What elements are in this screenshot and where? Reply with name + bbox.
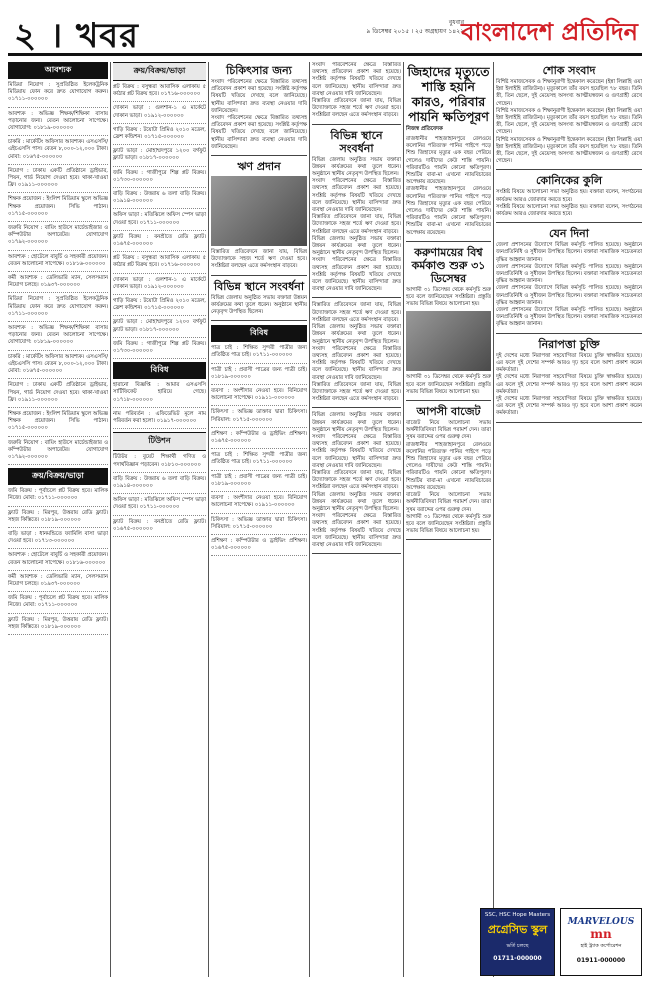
story-block (496, 174, 642, 223)
story-body: বিস্তারিত প্রতিবেদনে জানা যায়, বিভিন্ন উদ্যোক্তাকে সহজ শর্তে ঋণ দেওয়া হবে। সংশ্লিষ্টরা বলছেন এতে কর্মসংস্থান বাড়বে। (312, 214, 401, 235)
story-title: করুণাময়ের বিশ্ব কর্মকাণ্ড শুরু ৩১ ডিসেম্বর (411, 245, 486, 285)
classified-ad: পাত্র চাই : শিক্ষিত সুন্দরী পাত্রীর জন্য প্রতিষ্ঠিত পাত্র চাই। ০১৭১১-০০০০০০ (211, 452, 307, 470)
story-block (496, 64, 642, 170)
column-rule (493, 62, 494, 977)
section-header: ক্রয়/বিক্রয়/ভাড়া (8, 468, 108, 485)
story-body: বিভিন্ন জেলায় অনুষ্ঠিত সভায় বক্তারা উন্নয়ন কার্যক্রমের কথা তুলে ধরেন। অনুষ্ঠানে স্থানীয় নেতৃবৃন্দ উপস্থিত ছিলেন। (312, 491, 401, 512)
story-body: রাজধানীর শাহজাহানপুরে রেলওয়ে কলোনির পরিত্যক্ত পানির পাইপে পড়ে শিশু জিহাদের মৃত্যুর এক বছর পেরিয়ে গেলেও দায়ীদের কেউ শাস্তি পায়নি। পরিবারটিও পায়নি কোনো ক্ষতিপূরণ। শিশুটির বাবা-মা এখনো ন্যায়বিচারের অপেক্ষায় রয়েছেন। (406, 441, 491, 491)
story-block (312, 412, 401, 554)
story-block (211, 160, 307, 276)
classified-ad: পাত্রী চাই : প্রবাসী পাত্রের জন্য পাত্রী চাই। ০১৮১৯-০০০০০০ (211, 367, 307, 385)
story-title: ঋণ প্রদান (237, 160, 281, 174)
story-title: নিরাপত্তা চুক্তি (538, 337, 600, 351)
page-number: ২ । খবর (14, 16, 139, 56)
classified-ad: প্লট বিক্রয় : বসুন্ধরা আবাসিক এলাকায় ৫ কাঠার প্লট বিক্রয় হবে। ০১৭১৬-০০০০০০ (113, 84, 206, 102)
story-body: সংবাদ পরিবেশনের ক্ষেত্রে বিস্তারিত তথ্যসহ প্রতিবেদন প্রকাশ করা হয়েছে। সংশ্লিষ্ট কর্তৃপক্ষ বিষয়টি খতিয়ে দেখছে বলে জানিয়েছে। স্থানীয় বাসিন্দারা দ্রুত ব্যবস্থা নেওয়ার দাবি জানিয়েছেন। (312, 178, 401, 214)
story-body: জেলা প্রশাসনের উদ্যোগে বিভিন্ন কর্মসূচি পালিত হয়েছে। অনুষ্ঠানে জনপ্রতিনিধি ও সুধীজন উপস্থিত ছিলেন। বক্তারা সামাজিক সচেতনতা বৃদ্ধির আহ্বান জানান। (496, 285, 642, 306)
story-body: আগামী ৩১ ডিসেম্বর থেকে কর্মসূচি শুরু হবে বলে জানিয়েছেন সংশ্লিষ্টরা। প্রস্তুতি সভায় বিভিন্ন বিষয়ে আলোচনা হয়। (406, 513, 491, 535)
story-body: সংবাদ পরিবেশনের ক্ষেত্রে বিস্তারিত তথ্যসহ প্রতিবেদন প্রকাশ করা হয়েছে। সংশ্লিষ্ট কর্তৃপক্ষ বিষয়টি খতিয়ে দেখছে বলে জানিয়েছে। স্থানীয় বাসিন্দারা দ্রুত ব্যবস্থা নেওয়ার দাবি জানিয়েছেন। (312, 345, 401, 381)
story-body: বাজেট নিয়ে আলোচনা সভায় অর্থনীতিবিদরা বিভিন্ন পরামর্শ দেন। তারা সুষম বরাদ্দের ওপর গুরুত্ব দেন। (406, 492, 491, 513)
story-byline: নিজস্ব প্রতিবেদক (406, 126, 443, 132)
story-body: দুই দেশের মধ্যে নিরাপত্তা সহযোগিতা বিষয়ে চুক্তি স্বাক্ষরিত হয়েছে। এর ফলে দুই দেশের সম্পর্ক আরও দৃঢ় হবে বলে আশা প্রকাশ করেন কর্মকর্তারা। (496, 374, 642, 395)
ad-company: হাই ট্র্যাক কর্পোরেশন (580, 943, 622, 949)
story-body: বিভিন্ন জেলায় অনুষ্ঠিত সভায় বক্তারা উন্নয়ন কার্যক্রমের কথা তুলে ধরেন। অনুষ্ঠানে স্থানীয় নেতৃবৃন্দ উপস্থিত ছিলেন। (312, 412, 401, 433)
story-block (312, 62, 401, 125)
story-body: সংবাদ পরিবেশনের ক্ষেত্রে বিস্তারিত তথ্যসহ প্রতিবেদন প্রকাশ করা হয়েছে। সংশ্লিষ্ট কর্তৃপক্ষ বিষয়টি খতিয়ে দেখছে বলে জানিয়েছে। স্থানীয় বাসিন্দারা দ্রুত ব্যবস্থা নেওয়ার দাবি জানিয়েছেন। (211, 115, 307, 150)
classified-column-2 (113, 62, 206, 977)
story-body: আগামী ৩১ ডিসেম্বর থেকে কর্মসূচি শুরু হবে বলে জানিয়েছেন সংশ্লিষ্টরা। প্রস্তুতি সভায় বিভিন্ন বিষয়ে আলোচনা হয়। (406, 374, 491, 395)
story-block (211, 280, 307, 322)
classified-ad: মিডিয়া নিয়োগ : সুপ্রতিষ্ঠিত ইলেকট্রনিক মিডিয়ায় ফোন করে দ্রুত যোগাযোগ করুন। ০১৭১১-০০০০০০ (8, 82, 108, 108)
story-body: সংবাদ পরিবেশনের ক্ষেত্রে বিস্তারিত তথ্যসহ প্রতিবেদন প্রকাশ করা হয়েছে। সংশ্লিষ্ট কর্তৃপক্ষ বিষয়টি খতিয়ে দেখছে বলে জানিয়েছে। স্থানীয় বাসিন্দারা দ্রুত ব্যবস্থা নেওয়ার দাবি জানিয়েছেন। (312, 513, 401, 548)
story-body: বিস্তারিত প্রতিবেদনে জানা যায়, বিভিন্ন উদ্যোক্তাকে সহজ শর্তে ঋণ দেওয়া হবে। সংশ্লিষ্টরা বলছেন এতে কর্মসংস্থান বাড়বে। (312, 381, 401, 403)
classified-column-1 (8, 62, 108, 977)
classified-ad: ফ্ল্যাট বিক্রয় : বনশ্রীতে রেডি ফ্ল্যাট। ০১৬৭৫-০০০০০০ (113, 519, 206, 537)
story-body: বিশিষ্ট সমাজসেবক ও শিক্ষানুরাগী ইন্তেকাল করেছেন (ইন্না লিল্লাহি ওয়া ইন্না ইলাইহি রাজিউন)। মৃত্যুকালে তাঁর বয়স হয়েছিল ৭৮ বছর। তিনি স্ত্রী, তিন ছেলে, দুই মেয়েসহ অসংখ্য আত্মীয়স্বজন ও গুণগ্রাহী রেখে গেছেন। (496, 79, 642, 107)
marvelous-advertisement (560, 908, 642, 976)
news-photo (211, 176, 307, 246)
story-body: সংশ্লিষ্ট বিষয়ে আলোচনা সভা অনুষ্ঠিত হয়। বক্তারা বলেন, সংগঠনের কার্যক্রম আরও জোরদার করতে হবে। (496, 203, 642, 218)
classified-ad: প্লট বিক্রয় : বসুন্ধরা আবাসিক এলাকায় ৫ কাঠার প্লট বিক্রয় হবে। ০১৭১৬-০০০০০০ (113, 255, 206, 273)
story-body: রাজধানীর শাহজাহানপুরে রেলওয়ে কলোনির পরিত্যক্ত পানির পাইপে পড়ে শিশু জিহাদের মৃত্যুর এক বছর পেরিয়ে গেলেও দায়ীদের কেউ শাস্তি পায়নি। পরিবারটিও পায়নি কোনো ক্ষতিপূরণ। শিশুটির বাবা-মা এখনো ন্যায়বিচারের অপেক্ষায় রয়েছেন। (406, 136, 491, 186)
story-block (496, 227, 642, 333)
classified-column-3 (211, 62, 307, 977)
story-body: দুই দেশের মধ্যে নিরাপত্তা সহযোগিতা বিষয়ে চুক্তি স্বাক্ষরিত হয়েছে। এর ফলে দুই দেশের সম্পর্ক আরও দৃঢ় হবে বলে আশা প্রকাশ করেন কর্মকর্তারা। (496, 395, 642, 417)
classified-ad: অফিস ভাড়া : মতিঝিলে অফিস স্পেস ভাড়া দেওয়া হবে। ০১৭১১-০০০০০০ (113, 212, 206, 230)
story-body: রাজধানীর শাহজাহানপুরে রেলওয়ে কলোনির পরিত্যক্ত পানির পাইপে পড়ে শিশু জিহাদের মৃত্যুর এক বছর পেরিয়ে গেলেও দায়ীদের কেউ শাস্তি পায়নি। পরিবারটিও পায়নি কোনো ক্ষতিপূরণ। শিশুটির বাবা-মা এখনো ন্যায়বিচারের অপেক্ষায় রয়েছেন। (406, 186, 491, 236)
issue-day: বুধবার (448, 19, 464, 26)
story-body: জেলা প্রশাসনের উদ্যোগে বিভিন্ন কর্মসূচি পালিত হয়েছে। অনুষ্ঠানে জনপ্রতিনিধি ও সুধীজন উপস্থিত ছিলেন। বক্তারা সামাজিক সচেতনতা বৃদ্ধির আহ্বান জানান। (496, 263, 642, 285)
classified-ad: বাড়ি বিক্রয় : উত্তরায় ৬ তলা বাড়ি বিক্রয়। ০১৯১৪-০০০০০০ (113, 191, 206, 209)
classified-ad: আবশ্যক : অভিজ্ঞ শিক্ষক/শিক্ষিকা বাসায় পড়ানোর জন্য। বেতন আলোচনা সাপেক্ষে। যোগাযোগ: ০১৮১৯-০০০০০০ (8, 111, 108, 137)
story-body: সংবাদ পরিবেশনের ক্ষেত্রে বিস্তারিত তথ্যসহ প্রতিবেদন প্রকাশ করা হয়েছে। সংশ্লিষ্ট কর্তৃপক্ষ বিষয়টি খতিয়ে দেখছে বলে জানিয়েছে। স্থানীয় বাসিন্দারা দ্রুত ব্যবস্থা নেওয়ার দাবি জানিয়েছেন। (312, 257, 401, 293)
story-body: জেলা প্রশাসনের উদ্যোগে বিভিন্ন কর্মসূচি পালিত হয়েছে। অনুষ্ঠানে জনপ্রতিনিধি ও সুধীজন উপস্থিত ছিলেন। বক্তারা সামাজিক সচেতনতা বৃদ্ধির আহ্বান জানান। (496, 242, 642, 263)
issue-date (324, 18, 464, 36)
classified-ad: আবশ্যক : হোটেলে বাবুর্চি ও সহকারী প্রয়োজন। বেতন আলোচনা সাপেক্ষে। ০১৮১৬-০০০০০০ (8, 552, 108, 570)
classified-ad: জমি বিক্রয় : গাজীপুরে শিল্প প্লট বিক্রয়। ০১৭৩০-০০০০০০ (113, 341, 206, 359)
story-body: বিস্তারিত প্রতিবেদনে জানা যায়, বিভিন্ন উদ্যোক্তাকে সহজ শর্তে ঋণ দেওয়া হবে। সংশ্লিষ্টরা বলছেন এতে কর্মসংস্থান বাড়বে। (312, 302, 401, 323)
classified-ad: চাকরি : মার্কেটিং অফিসার আবশ্যক। এসএসসি/এইচএসসি পাস। বেতন ৮,০০০-১২,০০০ টাকা। মোবা: ০১৬৭৫-০০০০০০ (8, 354, 108, 380)
story-title: বিভিন্ন স্থানে সংবর্ধনা (213, 279, 305, 293)
section-header: বিবিধ (211, 325, 307, 342)
column-rule (309, 62, 310, 977)
news-column-6 (496, 62, 642, 902)
classified-ad: চিকিৎসা : অভিজ্ঞ ডাক্তার দ্বারা চিকিৎসা। সিরিয়াল: ০১৭১৫-০০০০০০ (211, 517, 307, 535)
classified-ad: ব্যবসা : অংশীদার নেওয়া হবে। বিনিয়োগ আলোচনা সাপেক্ষে। ০১৯১১-০০০০০০ (211, 495, 307, 513)
classified-ad: নিয়োগ : ঢাকায় একটি প্রতিষ্ঠানে ড্রাইভার, পিয়ন, গার্ড নিয়োগ দেওয়া হবে। থাকা-খাওয়া ফ্রি। ০১৯১১-০০০০০০ (8, 168, 108, 194)
column-rule (208, 62, 209, 977)
classified-ad: কর্মী আবশ্যক : ডেলিভারি ম্যান, সেলসম্যান নিয়োগ চলছে। ০১৯৩৭-০০০০০০ (8, 275, 108, 293)
classified-ad: টিউটর : বুয়েট শিক্ষার্থী গণিত ও পদার্থবিজ্ঞান পড়াবেন। ০১৮১০-০০০০০০ (113, 454, 206, 472)
classified-ad: প্রশিক্ষণ : কম্পিউটার ও ড্রাইভিং প্রশিক্ষণ। ০১৬৭৫-০০০০০০ (211, 538, 307, 556)
classified-ad: ব্যবসা : অংশীদার নেওয়া হবে। বিনিয়োগ আলোচনা সাপেক্ষে। ০১৯১১-০০০০০০ (211, 388, 307, 406)
classified-ad: মিডিয়া নিয়োগ : সুপ্রতিষ্ঠিত ইলেকট্রনিক মিডিয়ায় ফোন করে দ্রুত যোগাযোগ করুন। ০১৭১১-০০০০০০ (8, 296, 108, 322)
classified-ad: জরুরি নিয়োগ : বায়িং হাউসে মার্চেন্ডাইজার ও কম্পিউটার অপারেটর। যোগাযোগ ০১৭৯২-০০০০০০ (8, 440, 108, 466)
classified-ad: পাত্র চাই : শিক্ষিত সুন্দরী পাত্রীর জন্য প্রতিষ্ঠিত পাত্র চাই। ০১৭১১-০০০০০০ (211, 345, 307, 363)
classified-ad: গাড়ি বিক্রয় : টয়োটা প্রিমিও ২০১০ মডেল, ফ্রেশ কন্ডিশন। ০১৭১৫-০০০০০০ (113, 298, 206, 316)
classified-ad: ফ্ল্যাট বিক্রয় : মিরপুর, উত্তরায় রেডি ফ্ল্যাট। সহজ কিস্তিতে। ০১৮১৯-০০০০০০ (8, 510, 108, 528)
classified-ad: ফ্ল্যাট বিক্রয় : বনশ্রীতে রেডি ফ্ল্যাট। ০১৬৭৫-০০০০০০ (113, 234, 206, 252)
issue-date-text: ৯ ডিসেম্বর ২০১৫ । ২৫ অগ্রহায়ণ ১৪২২ (366, 28, 464, 35)
story-block (406, 64, 491, 242)
classified-ad: জমি বিক্রয় : গাজীপুরে শিল্প প্লট বিক্রয়। ০১৭৩০-০০০০০০ (113, 170, 206, 188)
story-block (312, 302, 401, 408)
ad-brand: MARVELOUS (567, 917, 635, 927)
story-body: জেলা প্রশাসনের উদ্যোগে বিভিন্ন কর্মসূচি পালিত হয়েছে। অনুষ্ঠানে জনপ্রতিনিধি ও সুধীজন উপস্থিত ছিলেন। বক্তারা সামাজিক সচেতনতা বৃদ্ধির আহ্বান জানান। (496, 307, 642, 328)
story-body: বাজেট নিয়ে আলোচনা সভায় অর্থনীতিবিদরা বিভিন্ন পরামর্শ দেন। তারা সুষম বরাদ্দের ওপর গুরুত্ব দেন। (406, 420, 491, 441)
ad-tagline: SSC, HSC Hope Masters (484, 912, 551, 918)
classified-ad: ফ্ল্যাট ভাড়া : মোহাম্মদপুরে ১২০০ বর্গফুট ফ্ল্যাট ভাড়া। ০১৮১৭-০০০০০০ (113, 148, 206, 166)
classified-ad: ফ্ল্যাট বিক্রয় : মিরপুর, উত্তরায় রেডি ফ্ল্যাট। সহজ কিস্তিতে। ০১৮১৯-০০০০০০ (8, 617, 108, 635)
classified-ad: নিয়োগ : ঢাকায় একটি প্রতিষ্ঠানে ড্রাইভার, পিয়ন, গার্ড নিয়োগ দেওয়া হবে। থাকা-খাওয়া ফ্রি। ০১৯১১-০০০০০০ (8, 382, 108, 408)
classified-ad: গাড়ি বিক্রয় : টয়োটা প্রিমিও ২০১০ মডেল, ফ্রেশ কন্ডিশন। ০১৭১৫-০০০০০০ (113, 127, 206, 145)
story-title: যেন দিনা (549, 227, 589, 241)
classified-ad: দোকান ভাড়া : গুলশান-১ এ মার্কেটে দোকান ভাড়া। ০১৯১২-০০০০০০ (113, 105, 206, 123)
classified-ad: জমি বিক্রয় : পূর্বাচলে প্লট বিক্রয় হবে। মালিক নিজে। মোবা: ০১৭১১-০০০০০০ (8, 595, 108, 613)
story-title: চিকিৎসার জন্য (226, 64, 292, 77)
column-rule (110, 62, 111, 977)
news-column-5 (406, 62, 491, 977)
story-title: কোনিকের কুলি (535, 174, 603, 188)
story-body: বিভিন্ন জেলায় অনুষ্ঠিত সভায় বক্তারা উন্নয়ন কার্যক্রমের কথা তুলে ধরেন। অনুষ্ঠানে স্থানীয় নেতৃবৃন্দ উপস্থিত ছিলেন। (312, 156, 401, 178)
classified-ad: শিক্ষক প্রয়োজন : ইংলিশ মিডিয়াম স্কুলে অভিজ্ঞ শিক্ষক প্রয়োজন। সিভি পাঠান। ০১৭১৫-০০০০০০ (8, 196, 108, 222)
ad-phone: 01711-000000 (493, 955, 542, 962)
story-body: সংবাদ পরিবেশনের ক্ষেত্রে বিস্তারিত তথ্যসহ প্রতিবেদন প্রকাশ করা হয়েছে। সংশ্লিষ্ট কর্তৃপক্ষ বিষয়টি খতিয়ে দেখছে বলে জানিয়েছে। স্থানীয় বাসিন্দারা দ্রুত ব্যবস্থা নেওয়ার দাবি জানিয়েছেন। (211, 79, 307, 114)
classified-ad: বাড়ি বিক্রয় : উত্তরায় ৬ তলা বাড়ি বিক্রয়। ০১৯১৪-০০০০০০ (113, 476, 206, 494)
classified-ad: আবশ্যক : হোটেলে বাবুর্চি ও সহকারী প্রয়োজন। বেতন আলোচনা সাপেক্ষে। ০১৮১৬-০০০০০০ (8, 254, 108, 272)
story-body: বিশিষ্ট সমাজসেবক ও শিক্ষানুরাগী ইন্তেকাল করেছেন (ইন্না লিল্লাহি ওয়া ইন্না ইলাইহি রাজিউন)। মৃত্যুকালে তাঁর বয়স হয়েছিল ৭৮ বছর। তিনি স্ত্রী, তিন ছেলে, দুই মেয়েসহ অসংখ্য আত্মীয়স্বজন ও গুণগ্রাহী রেখে গেছেন। (496, 136, 642, 165)
section-header: ক্রয়/বিক্রয়/ভাড়া (113, 62, 206, 81)
classified-ad: আবশ্যক : অভিজ্ঞ শিক্ষক/শিক্ষিকা বাসায় পড়ানোর জন্য। বেতন আলোচনা সাপেক্ষে। যোগাযোগ: ০১৮১৯-০০০০০০ (8, 325, 108, 351)
classified-ad: প্রশিক্ষণ : কম্পিউটার ও ড্রাইভিং প্রশিক্ষণ। ০১৬৭৫-০০০০০০ (211, 431, 307, 449)
ad-school-name: প্রগ্রেসিভ স্কুল (487, 923, 548, 936)
story-title: বিভিন্ন স্থানে সংবর্ধনা (330, 128, 383, 155)
classified-ad: কর্মী আবশ্যক : ডেলিভারি ম্যান, সেলসম্যান নিয়োগ চলছে। ০১৯৩৭-০০০০০০ (8, 574, 108, 592)
column-rule (403, 62, 404, 977)
story-body: বিস্তারিত প্রতিবেদনে জানা যায়, বিভিন্ন উদ্যোক্তাকে সহজ শর্তে ঋণ দেওয়া হবে। সংশ্লিষ্টরা বলছেন এতে কর্মসংস্থান বাড়বে। (312, 469, 401, 491)
story-body: আগামী ৩১ ডিসেম্বর থেকে কর্মসূচি শুরু হবে বলে জানিয়েছেন সংশ্লিষ্টরা। প্রস্তুতি সভায় বিভিন্ন বিষয়ে আলোচনা হয়। (406, 286, 491, 308)
classified-ad: অফিস ভাড়া : মতিঝিলে অফিস স্পেস ভাড়া দেওয়া হবে। ০১৭১১-০০০০০০ (113, 497, 206, 515)
news-column-4 (312, 62, 401, 977)
story-title: শোক সংবাদ (542, 64, 596, 77)
story-body: বিশিষ্ট সমাজসেবক ও শিক্ষানুরাগী ইন্তেকাল করেছেন (ইন্না লিল্লাহি ওয়া ইন্না ইলাইহি রাজিউন)। মৃত্যুকালে তাঁর বয়স হয়েছিল ৭৮ বছর। তিনি স্ত্রী, তিন ছেলে, দুই মেয়েসহ অসংখ্য আত্মীয়স্বজন ও গুণগ্রাহী রেখে গেছেন। (496, 107, 642, 136)
classified-ad: হারানো বিজ্ঞপ্তি : আমার এসএসসি সার্টিফিকেট হারিয়ে গেছে। ০১৭১৮-০০০০০০ (113, 382, 206, 408)
story-body: বিভিন্ন জেলায় অনুষ্ঠিত সভায় বক্তারা উন্নয়ন কার্যক্রমের কথা তুলে ধরেন। অনুষ্ঠানে স্থানীয় নেতৃবৃন্দ উপস্থিত ছিলেন। (312, 324, 401, 345)
section-header: টিউশন (113, 432, 206, 451)
classified-ad: চিকিৎসা : অভিজ্ঞ ডাক্তার দ্বারা চিকিৎসা। সিরিয়াল: ০১৭১৫-০০০০০০ (211, 409, 307, 427)
classified-ad: দোকান ভাড়া : গুলশান-১ এ মার্কেটে দোকান ভাড়া। ০১৯১২-০০০০০০ (113, 277, 206, 295)
story-block (312, 129, 401, 299)
story-body: সংবাদ পরিবেশনের ক্ষেত্রে বিস্তারিত তথ্যসহ প্রতিবেদন প্রকাশ করা হয়েছে। সংশ্লিষ্ট কর্তৃপক্ষ বিষয়টি খতিয়ে দেখছে বলে জানিয়েছে। স্থানীয় বাসিন্দারা দ্রুত ব্যবস্থা নেওয়ার দাবি জানিয়েছেন। (312, 433, 401, 469)
classified-ad: জমি বিক্রয় : পূর্বাচলে প্লট বিক্রয় হবে। মালিক নিজে। মোবা: ০১৭১১-০০০০০০ (8, 488, 108, 506)
story-body: দুই দেশের মধ্যে নিরাপত্তা সহযোগিতা বিষয়ে চুক্তি স্বাক্ষরিত হয়েছে। এর ফলে দুই দেশের সম্পর্ক আরও দৃঢ় হবে বলে আশা প্রকাশ করেন কর্মকর্তারা। (496, 352, 642, 374)
lead-story-title: জিহাদের মৃত্যুতে শাস্তি হয়নি কারও, পরিবার পায়নি ক্ষতিপূরণ (407, 64, 490, 124)
story-block (211, 64, 307, 156)
section-header: আবশ্যক (8, 62, 108, 79)
classified-ad: চাকরি : মার্কেটিং অফিসার আবশ্যক। এসএসসি/এইচএসসি পাস। বেতন ৮,০০০-১২,০০০ টাকা। মোবা: ০১৬৭৫-০০০০০০ (8, 139, 108, 165)
story-body: বিস্তারিত প্রতিবেদনে জানা যায়, বিভিন্ন উদ্যোক্তাকে সহজ শর্তে ঋণ দেওয়া হবে। সংশ্লিষ্টরা বলছেন এতে কর্মসংস্থান বাড়বে। (211, 249, 307, 270)
classified-ad: বাড়ি ভাড়া : ধানমন্ডিতে ফ্যামিলি বাসা ভাড়া দেওয়া হবে। ০১৭১৩-০০০০০০ (8, 531, 108, 549)
story-body: বিস্তারিত প্রতিবেদনে জানা যায়, বিভিন্ন উদ্যোক্তাকে সহজ শর্তে ঋণ দেওয়া হবে। সংশ্লিষ্টরা বলছেন এতে কর্মসংস্থান বাড়বে। (312, 98, 401, 119)
classified-ad: ফ্ল্যাট ভাড়া : মোহাম্মদপুরে ১২০০ বর্গফুট ফ্ল্যাট ভাড়া। ০১৮১৭-০০০০০০ (113, 319, 206, 337)
news-photo (406, 311, 491, 371)
ad-brand-mark: mn (590, 927, 612, 941)
story-body: সংবাদ পরিবেশনের ক্ষেত্রে বিস্তারিত তথ্যসহ প্রতিবেদন প্রকাশ করা হয়েছে। সংশ্লিষ্ট কর্তৃপক্ষ বিষয়টি খতিয়ে দেখছে বলে জানিয়েছে। স্থানীয় বাসিন্দারা দ্রুত ব্যবস্থা নেওয়ার দাবি জানিয়েছেন। (312, 62, 401, 97)
story-body: বিভিন্ন জেলায় অনুষ্ঠিত সভায় বক্তারা উন্নয়ন কার্যক্রমের কথা তুলে ধরেন। অনুষ্ঠানে স্থানীয় নেতৃবৃন্দ উপস্থিত ছিলেন। (312, 235, 401, 257)
story-body: সংশ্লিষ্ট বিষয়ে আলোচনা সভা অনুষ্ঠিত হয়। বক্তারা বলেন, সংগঠনের কার্যক্রম আরও জোরদার করতে হবে। (496, 189, 642, 203)
section-header: বিবিধ (113, 362, 206, 379)
story-block (406, 246, 491, 401)
story-title: আপসী বাজেট (416, 405, 481, 419)
classified-ad: পাত্রী চাই : প্রবাসী পাত্রের জন্য পাত্রী চাই। ০১৮১৯-০০০০০০ (211, 474, 307, 492)
classified-ad: নাম পরিবর্তন : এফিডেভিট মূলে নাম পরিবর্তন করা হলো। ০১৯১৭-০০০০০০ (113, 411, 206, 429)
masthead (8, 8, 642, 56)
story-block (496, 338, 642, 423)
classified-ad: শিক্ষক প্রয়োজন : ইংলিশ মিডিয়াম স্কুলে অভিজ্ঞ শিক্ষক প্রয়োজন। সিভি পাঠান। ০১৭১৫-০০০০০০ (8, 411, 108, 437)
story-block (406, 405, 491, 540)
ad-admission-text: ভর্তি চলছে (506, 943, 529, 949)
school-advertisement (480, 908, 555, 976)
story-body: বিভিন্ন জেলায় অনুষ্ঠিত সভায় বক্তারা উন্নয়ন কার্যক্রমের কথা তুলে ধরেন। অনুষ্ঠানে স্থানীয় নেতৃবৃন্দ উপস্থিত ছিলেন। (211, 294, 307, 316)
paper-name: বাংলাদেশ প্রতিদিন (461, 17, 638, 46)
classified-ad: জরুরি নিয়োগ : বায়িং হাউসে মার্চেন্ডাইজার ও কম্পিউটার অপারেটর। যোগাযোগ ০১৭৯২-০০০০০০ (8, 225, 108, 251)
ad-phone: 01911-000000 (576, 957, 626, 964)
